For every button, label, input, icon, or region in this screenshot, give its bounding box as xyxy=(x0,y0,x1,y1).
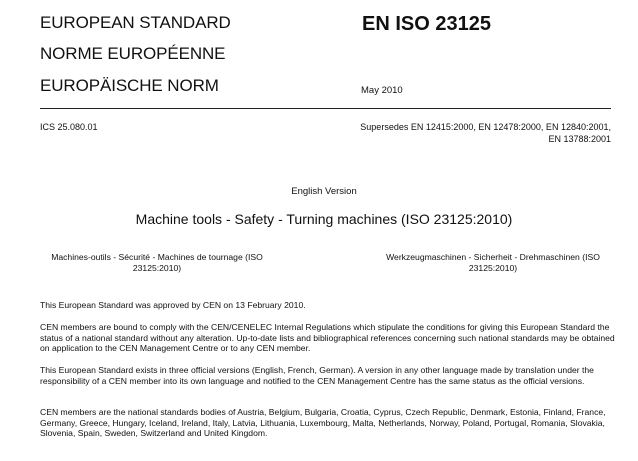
compliance-paragraph: CEN members are bound to comply with the CEN/CENELEC Internal Regulations which stipulate the conditions for giving this European Standard the status of a national standard without any alteration. Up-to-date lists and bibliographical references concerning such national standards may be obtained on application to the CEN Management Centre or to any CEN member. xyxy=(40,322,615,353)
versions-paragraph: This European Standard exists in three official versions (English, French, German). A version in any other language made by translation under the responsibility of a CEN member into its own language and notified to the CEN Management Centre has the same status as the official versions. xyxy=(40,365,594,386)
header-divider xyxy=(40,108,611,109)
french-title: Machines-outils - Sécurité - Machines de tournage (ISO 23125:2010) xyxy=(51,252,263,273)
members-paragraph: CEN members are the national standards bodies of Austria, Belgium, Bulgaria, Croatia, Cyprus, Czech Republic, Denmark, Estonia, Finland, France, Germany, Greece, Hungary, Iceland, Ireland, Italy, Latvia, Lithuania, Luxembourg, Malta, Netherlands, Norway, Poland, Portugal, Romania, Slovakia, Slovenia, Spain, Sweden, Switzerland and United Kingdom. xyxy=(40,407,606,438)
standard-number: EN ISO 23125 xyxy=(362,13,491,35)
german-title: Werkzeugmaschinen - Sicherheit - Drehmaschinen (ISO 23125:2010) xyxy=(386,252,600,273)
publication-date: May 2010 xyxy=(361,85,403,96)
version-label: English Version xyxy=(291,186,357,197)
title-german: EUROPÄISCHE NORM xyxy=(40,76,219,95)
supersedes-note: Supersedes EN 12415:2000, EN 12478:2000, EN 12840:2001, EN 13788:2001 xyxy=(360,122,611,144)
title-english: EUROPEAN STANDARD xyxy=(40,13,231,32)
approval-paragraph: This European Standard was approved by CEN on 13 February 2010. xyxy=(40,300,306,310)
title-french: NORME EUROPÉENNE xyxy=(40,44,226,63)
ics-code: ICS 25.080.01 xyxy=(40,122,98,132)
main-title: Machine tools - Safety - Turning machines (ISO 23125:2010) xyxy=(135,211,513,227)
